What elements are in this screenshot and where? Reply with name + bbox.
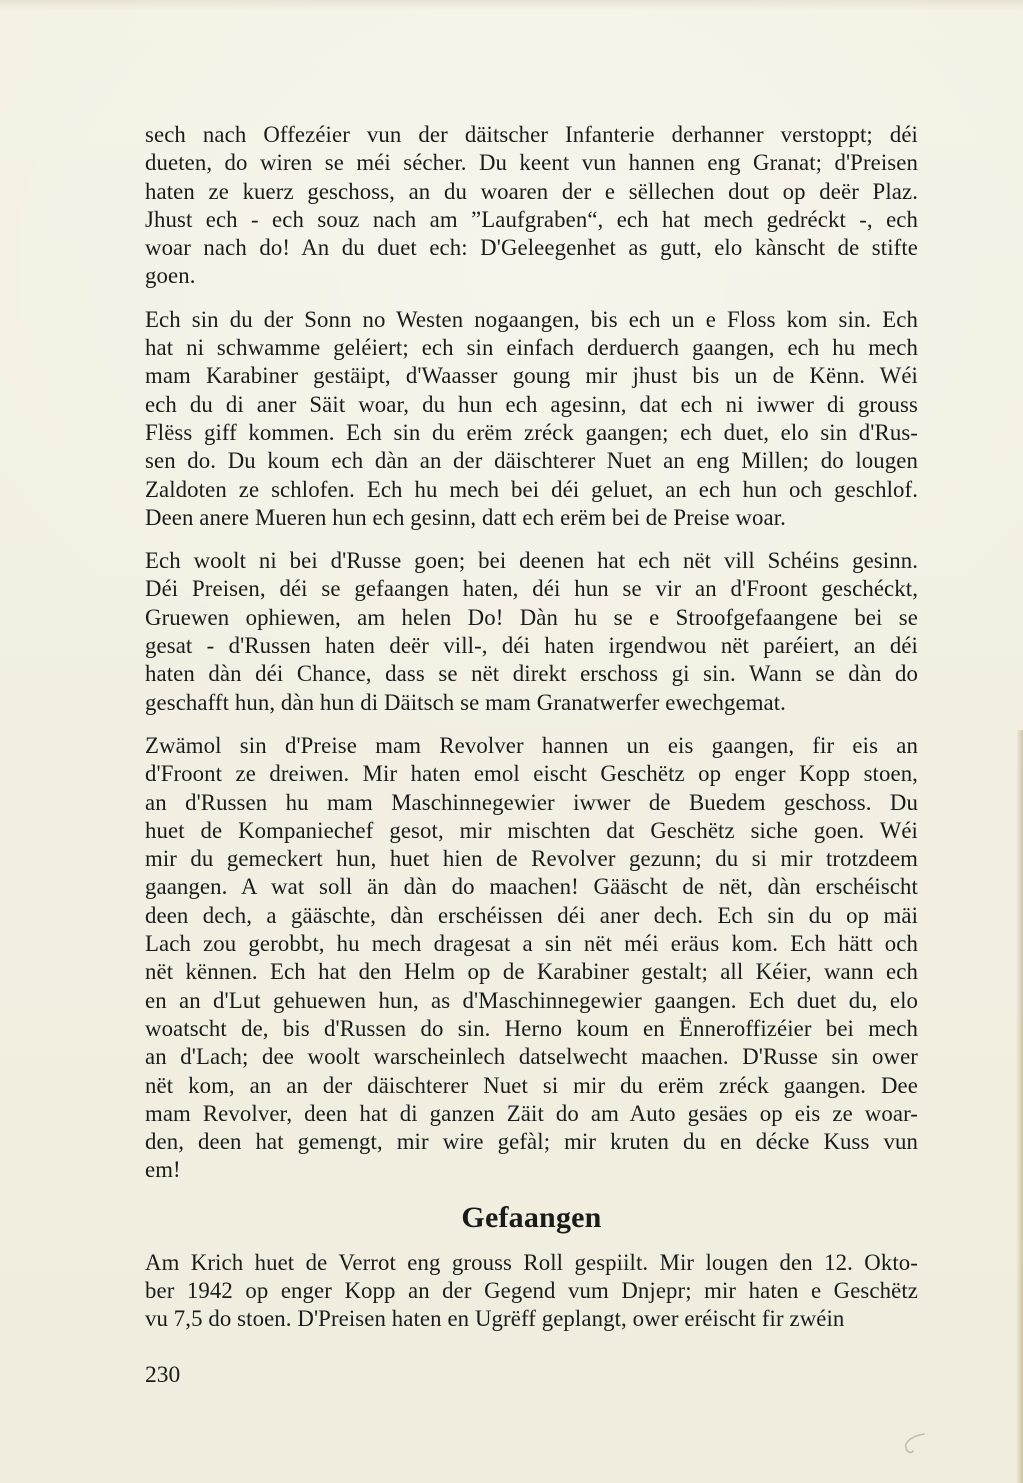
text-line: mam Karabiner gestäipt, d'Waasser goung mir jhust bis un de Kënn. Wéi bbox=[145, 363, 918, 389]
text-line: deen dech, a gääschte, dàn erschéissen déi aner dech. Ech sin du op mäi bbox=[145, 902, 918, 928]
text-line: woatscht de, bis d'Russen do sin. Herno koum en Ënneroffizéier bei mech bbox=[145, 1015, 918, 1041]
text-line: Gruewen ophiewen, am helen Do! Dàn hu se e Stroofgefaangene bei se bbox=[145, 604, 918, 630]
text-line: goen. bbox=[145, 263, 196, 289]
page-number: 230 bbox=[145, 1362, 181, 1388]
paragraph-2 bbox=[145, 306, 918, 532]
paragraph-1 bbox=[145, 121, 918, 291]
text-line: nët kënnen. Ech hat den Helm op de Karabiner gestalt; all Kéier, wann ech bbox=[145, 959, 918, 985]
text-line: den, deen hat gemengt, mir wire gefàl; mir kruten du en décke Kuss vun bbox=[145, 1129, 918, 1155]
text-line: hat ni schwamme geléiert; ech sin einfach derduerch gaangen, ech hu mech bbox=[145, 335, 918, 361]
text-line: an d'Russen hu mam Maschinnegewier iwwer de Buedem geschoss. Du bbox=[145, 789, 918, 815]
text-line: gesat - d'Russen haten deër vill-, déi haten irgendwou nët paréiert, an déi bbox=[145, 633, 918, 659]
text-line: Flëss giff kommen. Ech sin du erëm zréck gaangen; ech duet, elo sin d'Rus- bbox=[145, 419, 918, 445]
text-line: Deen anere Mueren hun ech gesinn, datt ech erëm bei de Preise woar. bbox=[145, 504, 786, 530]
text-line: Jhust ech - ech souz nach am ”Laufgraben“, ech hat mech gedréckt -, ech bbox=[145, 206, 918, 232]
paragraph-5 bbox=[145, 1249, 918, 1334]
text-line: Zwämol sin d'Preise mam Revolver hannen un eis gaangen, fir eis an bbox=[145, 732, 918, 758]
text-line: en an d'Lut gehuewen hun, as d'Maschinnegewier gaangen. Ech duet du, elo bbox=[145, 987, 918, 1013]
text-line: mam Revolver, deen hat di ganzen Zäit do am Auto gesäes op eis ze woar- bbox=[145, 1100, 918, 1126]
text-line: mir du gemeckert hun, huet hien de Revolver gezunn; du si mir trotzdeem bbox=[145, 846, 918, 872]
page-text-block bbox=[145, 121, 918, 1349]
text-line: Ech sin du der Sonn no Westen nogaangen, bis ech un e Floss kom sin. Ech bbox=[145, 306, 918, 332]
text-line: Am Krich huet de Verrot eng grouss Roll gespiilt. Mir lougen den 12. Okto- bbox=[145, 1249, 918, 1275]
text-line: Lach zou gerobbt, hu mech dragesat a sin nët méi eräus kom. Ech hätt och bbox=[145, 931, 918, 957]
pencil-mark-artifact bbox=[898, 1428, 932, 1462]
text-line: Zaldoten ze schlofen. Ech hu mech bei déi geluet, an ech hun och geschlof. bbox=[145, 476, 918, 502]
page-top-shadow bbox=[0, 0, 1023, 10]
text-line: huet de Kompaniechef gesot, mir mischten dat Geschëtz siche goen. Wéi bbox=[145, 817, 918, 843]
text-line: ech du di aner Säit woar, du hun ech agesinn, dat ech ni iwwer di grouss bbox=[145, 391, 918, 417]
paragraph-4 bbox=[145, 732, 918, 1185]
page-edge-shadow bbox=[1016, 730, 1023, 1483]
text-line: dueten, do wiren se méi sécher. Du keent vun hannen eng Granat; d'Preisen bbox=[145, 150, 918, 176]
text-line: em! bbox=[145, 1157, 181, 1183]
text-line: Ech woolt ni bei d'Russe goen; bei deenen hat ech nët vill Schéins gesinn. bbox=[145, 548, 918, 574]
section-heading: Gefaangen bbox=[461, 1200, 602, 1234]
text-line: ber 1942 op enger Kopp an der Gegend vum Dnjepr; mir haten e Geschëtz bbox=[145, 1277, 918, 1303]
text-line: sech nach Offezéier vun der däitscher Infanterie derhanner verstoppt; déi bbox=[145, 122, 918, 147]
text-line: gaangen. A wat soll än dàn do maachen! Gääscht de nët, dàn erschéischt bbox=[145, 874, 918, 900]
text-line: sen do. Du koum ech dàn an der däischterer Nuet an eng Millen; do lougen bbox=[145, 448, 918, 474]
text-line: an d'Lach; dee woolt warscheinlech datselwecht maachen. D'Russe sin ower bbox=[145, 1044, 918, 1070]
text-line: woar nach do! An du duet ech: D'Geleegenhet as gutt, elo kànscht de stifte bbox=[145, 235, 918, 261]
text-line: Déi Preisen, déi se gefaangen haten, déi hun se vir an d'Froont geschéckt, bbox=[145, 576, 918, 602]
text-line: d'Froont ze dreiwen. Mir haten emol eischt Geschëtz op enger Kopp stoen, bbox=[145, 761, 918, 787]
text-line: haten dàn déi Chance, dass se nët direkt erschoss gi sin. Wann se dàn do bbox=[145, 661, 918, 687]
paragraph-3 bbox=[145, 547, 918, 717]
text-line: nët kom, an an der däischterer Nuet si mir du erëm zréck gaangen. Dee bbox=[145, 1072, 918, 1098]
text-line: vu 7,5 do stoen. D'Preisen haten en Ugrëff geplangt, ower eréischt fir zwéin bbox=[145, 1306, 845, 1332]
text-line: geschafft hun, dàn hun di Däitsch se mam Granatwerfer ewechgemat. bbox=[145, 689, 786, 715]
text-line: haten ze kuerz geschoss, an du woaren der e sëllechen dout op deër Plaz. bbox=[145, 178, 918, 204]
